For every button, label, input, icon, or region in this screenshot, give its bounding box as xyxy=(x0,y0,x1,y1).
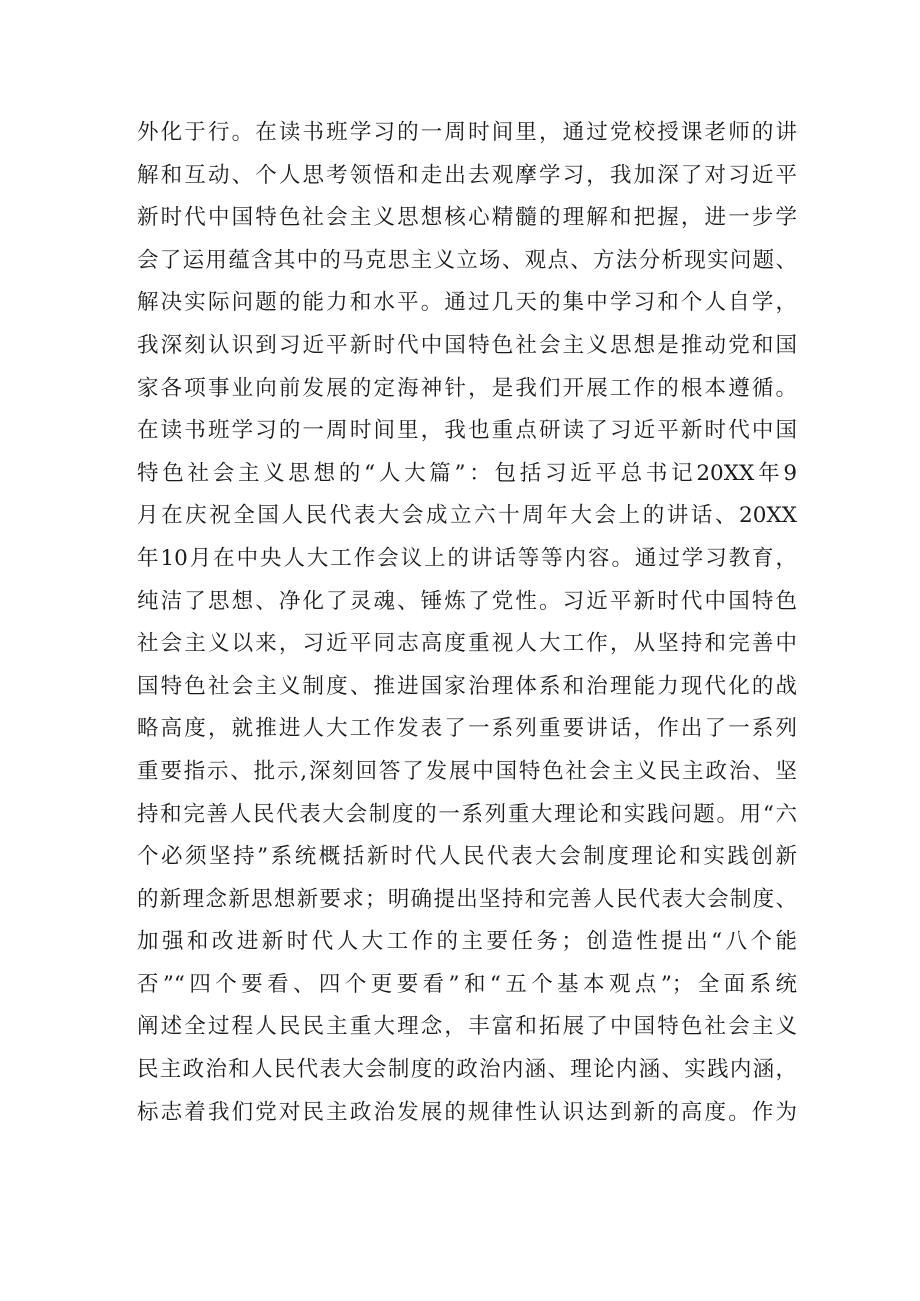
text-line: 会了运用蕴含其中的马克思主义立场、观点、方法分析现实问题、 xyxy=(137,247,797,273)
text-line: 年10月在中央人大工作会议上的讲话等等内容。通过学习教育， xyxy=(137,545,797,571)
text-line: 的新理念新思想新要求；明确提出坚持和完善人民代表大会制度、 xyxy=(137,886,797,912)
text-line: 特色社会主义思想的“人大篇”：包括习近平总书记20XX年9 xyxy=(137,460,797,486)
text-line: 新时代中国特色社会主义思想核心精髓的理解和把握，进一步学 xyxy=(137,205,797,231)
text-line: 解和互动、个人思考领悟和走出去观摩学习，我加深了对习近平 xyxy=(137,162,797,188)
text-line: 家各项事业向前发展的定海神针，是我们开展工作的根本遵循。 xyxy=(137,375,797,401)
text-line: 我深刻认识到习近平新时代中国特色社会主义思想是推动党和国 xyxy=(137,332,797,358)
text-line: 重要指示、批示,深刻回答了发展中国特色社会主义民主政治、坚 xyxy=(137,758,797,784)
text-line: 解决实际问题的能力和水平。通过几天的集中学习和个人自学， xyxy=(137,290,797,316)
text-line: 民主政治和人民代表大会制度的政治内涵、理论内涵、实践内涵， xyxy=(137,1057,797,1083)
text-line: 月在庆祝全国人民代表大会成立六十周年大会上的讲话、20XX xyxy=(137,503,797,529)
text-line: 在读书班学习的一周时间里，我也重点研读了习近平新时代中国 xyxy=(137,418,797,444)
text-line: 阐述全过程人民民主重大理念，丰富和拓展了中国特色社会主义 xyxy=(137,1014,797,1040)
text-line: 加强和改进新时代人大工作的主要任务；创造性提出“八个能 xyxy=(137,929,797,955)
body-paragraph xyxy=(137,112,797,1134)
text-line: 略高度，就推进人大工作发表了一系列重要讲话，作出了一系列 xyxy=(137,716,797,742)
text-line: 个必须坚持”系统概括新时代人民代表大会制度理论和实践创新 xyxy=(137,844,797,870)
text-line: 社会主义以来，习近平同志高度重视人大工作，从坚持和完善中 xyxy=(137,631,797,657)
text-line: 否”“四个要看、四个更要看”和“五个基本观点”；全面系统 xyxy=(137,971,797,997)
text-line: 国特色社会主义制度、推进国家治理体系和治理能力现代化的战 xyxy=(137,673,797,699)
text-line: 外化于行。在读书班学习的一周时间里，通过党校授课老师的讲 xyxy=(137,120,797,145)
text-line: 纯洁了思想、净化了灵魂、锤炼了党性。习近平新时代中国特色 xyxy=(137,588,797,614)
text-line: 标志着我们党对民主政治发展的规律性认识达到新的高度。作为 xyxy=(137,1099,797,1125)
text-line: 持和完善人民代表大会制度的一系列重大理论和实践问题。用“六 xyxy=(137,801,797,827)
